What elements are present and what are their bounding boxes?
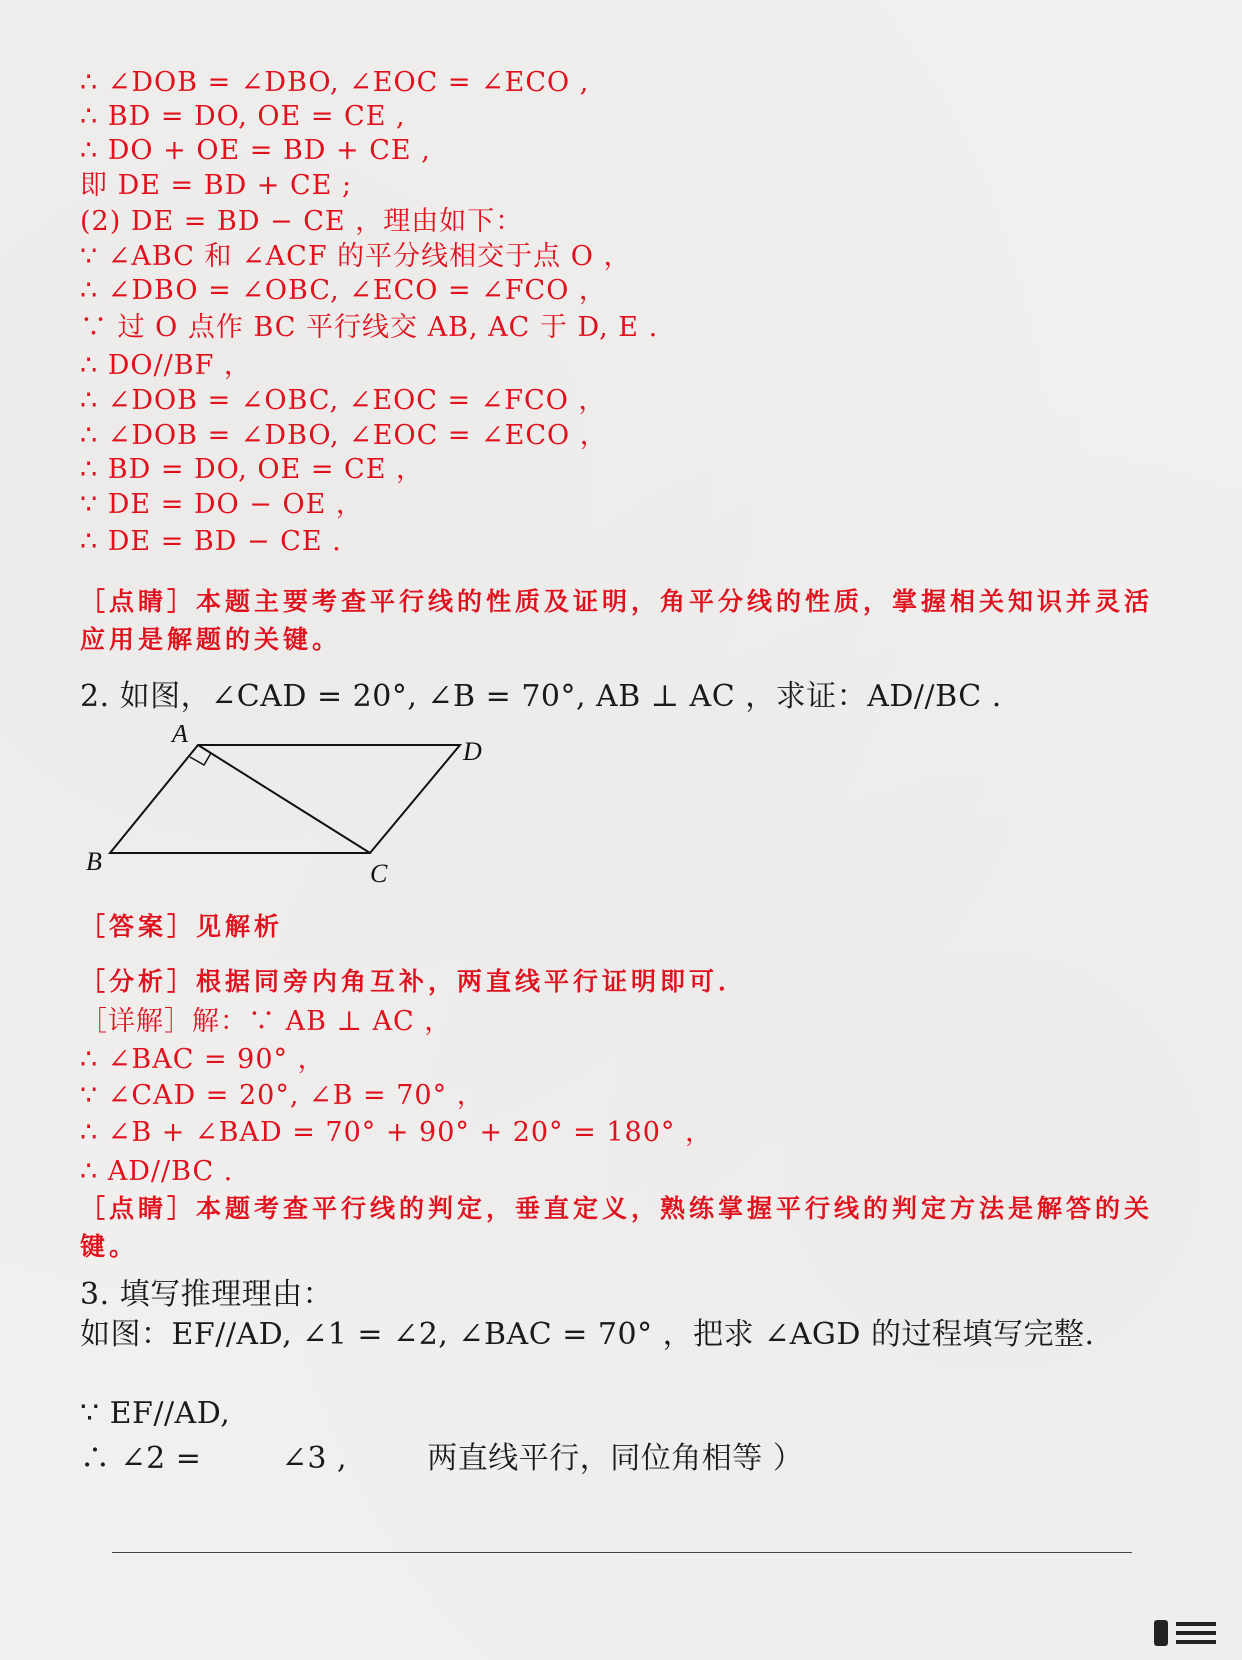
- solution-line: ∵ 过 O 点作 BC 平行线交 AB, AC 于 D, E .: [80, 312, 659, 343]
- solution-line: ∴ ∠DOB = ∠OBC, ∠EOC = ∠FCO ，: [80, 385, 607, 416]
- label-b: B: [86, 847, 102, 876]
- solution-step: ∴ ∠BAC = 90° ，: [80, 1044, 326, 1075]
- parallelogram-figure: [80, 725, 500, 895]
- question-3-line-1: ∵ EF//AD,: [80, 1396, 231, 1431]
- note-1: ［点睛］本题主要考查平行线的性质及证明，角平分线的性质，掌握相关知识并灵活应用是解题的关键。: [80, 587, 1154, 654]
- question-2-stem: 2. 如图，∠CAD = 20°, ∠B = 70°, AB ⊥ AC ，求证：AD//BC .: [80, 679, 1002, 714]
- label-c: C: [370, 859, 388, 888]
- solution-line: ∴ ∠DBO = ∠OBC, ∠ECO = ∠FCO ，: [80, 275, 607, 306]
- solution-line: ∴ BD = DO, OE = CE ,: [80, 101, 406, 132]
- solution-step: ∴ ∠B + ∠BAD = 70° + 90° + 20° = 180° ，: [80, 1117, 713, 1148]
- analysis: ［分析］根据同旁内角互补，两直线平行证明即可．: [80, 967, 748, 996]
- corner-menu-icon[interactable]: [1154, 1618, 1218, 1648]
- solution-line: ∵ DE = DO − OE ，: [80, 489, 364, 520]
- right-angle-mark: [190, 745, 211, 765]
- solution-line: ∴ ∠DOB = ∠DBO, ∠EOC = ∠ECO ,: [80, 67, 590, 98]
- diagonal-ac: [198, 745, 370, 853]
- solution-step: ∵ ∠CAD = 20°, ∠B = 70° ，: [80, 1080, 485, 1111]
- label-a: A: [172, 725, 188, 748]
- note-2: ［点睛］本题考查平行线的判定，垂直定义，熟练掌握平行线的判定方法是解答的关键。: [80, 1194, 1154, 1261]
- solution-step: ∴ AD//BC .: [80, 1156, 234, 1187]
- question-3-title: 3. 填写推理理由：: [80, 1277, 334, 1312]
- solution-line: ∴ DO + OE = BD + CE ,: [80, 135, 431, 166]
- answer: ［答案］见解析: [80, 912, 284, 941]
- footer-divider: [112, 1552, 1132, 1553]
- question-3-stem: 如图：EF//AD, ∠1 = ∠2, ∠BAC = 70° ，把求 ∠AGD 的过程填写完整.: [80, 1317, 1095, 1352]
- solution-line: (2) DE = BD − CE ，理由如下：: [80, 206, 524, 237]
- solution-step: ［详解］解：∵ AB ⊥ AC ，: [80, 1006, 453, 1037]
- solution-line: 即 DE = BD + CE ;: [80, 170, 353, 201]
- solution-line: ∴ DE = BD − CE .: [80, 526, 342, 557]
- label-d: D: [463, 737, 482, 766]
- solution-line: ∴ BD = DO, OE = CE ，: [80, 454, 424, 485]
- solution-line: ∴ DO//BF ，: [80, 350, 252, 381]
- solution-line: ∴ ∠DOB = ∠DBO, ∠EOC = ∠ECO ，: [80, 420, 608, 451]
- solution-line: ∵ ∠ABC 和 ∠ACF 的平分线相交于点 O ，: [80, 241, 632, 272]
- question-3-line-2: ∴ ∠2 = ∠3 , 两直线平行，同位角相等 ）: [80, 1441, 804, 1476]
